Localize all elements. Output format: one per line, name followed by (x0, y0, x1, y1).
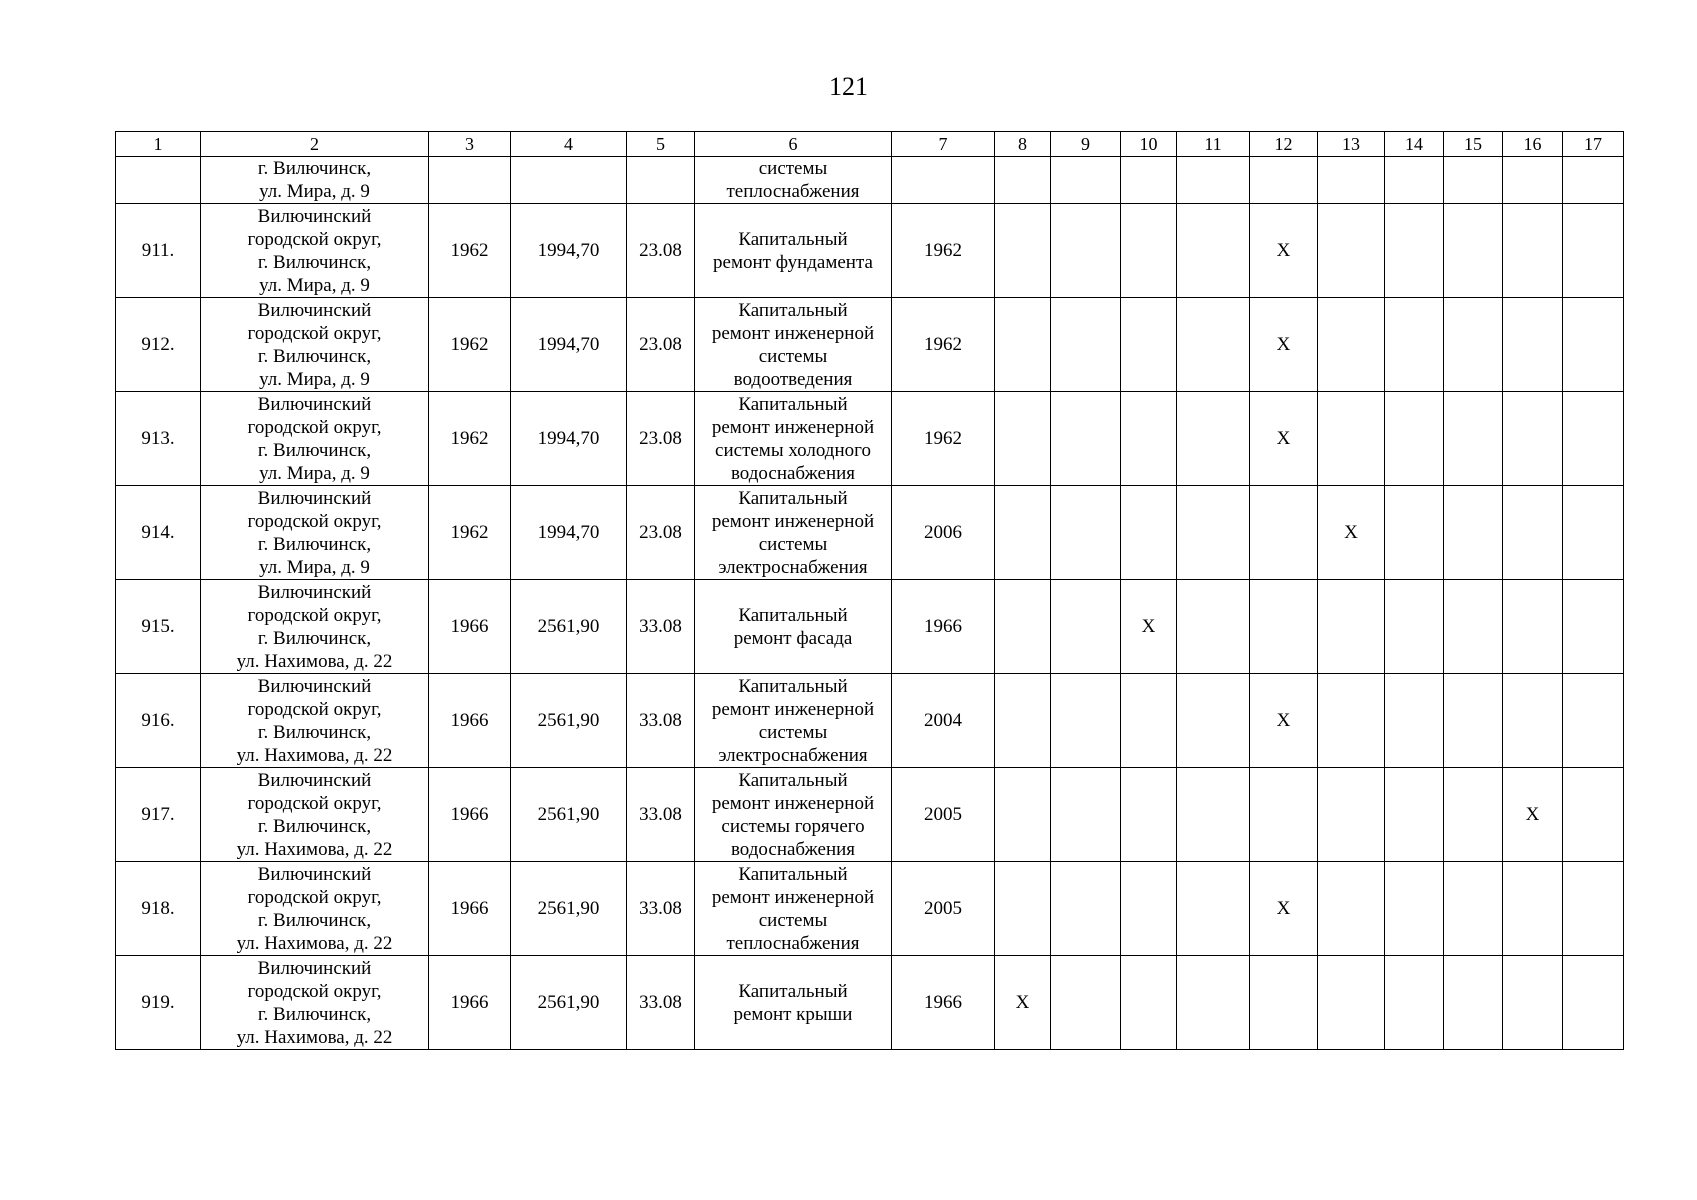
cell-year: 1966 (429, 862, 511, 956)
cell-last-year: 2005 (892, 768, 995, 862)
cell-empty (1563, 392, 1624, 486)
cell-mark: X (1250, 204, 1318, 298)
cell-last-year: 1962 (892, 204, 995, 298)
cell-code: 23.08 (627, 392, 695, 486)
cell-address: Вилючинский городской округ, г. Вилючинск, ул. Нахимова, д. 22 (201, 862, 429, 956)
cell-empty (1051, 392, 1121, 486)
cell-empty (1503, 580, 1563, 674)
cell-area: 1994,70 (511, 486, 627, 580)
cell-empty (1385, 768, 1444, 862)
cell-empty (1177, 486, 1250, 580)
table-row (116, 298, 1624, 392)
cell-empty (1385, 674, 1444, 768)
column-header-12: 12 (1250, 132, 1318, 157)
cell-empty (1503, 862, 1563, 956)
cell-empty (995, 298, 1051, 392)
cell-num: 915. (116, 580, 201, 674)
cell-num: 917. (116, 768, 201, 862)
cell-empty (1177, 392, 1250, 486)
table-row (116, 862, 1624, 956)
cell-last-year: 1962 (892, 298, 995, 392)
cell-empty (995, 486, 1051, 580)
cell-mark: X (1121, 580, 1177, 674)
cell-work: Капитальный ремонт инженерной системы теплоснабжения (695, 862, 892, 956)
table-row (116, 956, 1624, 1050)
cell-empty (1563, 580, 1624, 674)
cell-last-year: 1966 (892, 580, 995, 674)
cell-year: 1962 (429, 204, 511, 298)
cell-area: 2561,90 (511, 768, 627, 862)
cell-address: г. Вилючинск, ул. Мира, д. 9 (201, 157, 429, 204)
cell-mark: X (1250, 298, 1318, 392)
cell-empty (995, 674, 1051, 768)
cell-area: 2561,90 (511, 862, 627, 956)
cell-empty (1051, 204, 1121, 298)
cell-empty (1385, 956, 1444, 1050)
cell-num: 913. (116, 392, 201, 486)
cell-empty (1503, 674, 1563, 768)
cell-empty (1444, 862, 1503, 956)
continuation-row (116, 157, 1624, 204)
cell-empty (1444, 392, 1503, 486)
cell-code: 23.08 (627, 298, 695, 392)
table-row (116, 392, 1624, 486)
cell-work: Капитальный ремонт инженерной системы горячего водоснабжения (695, 768, 892, 862)
cell-empty (1318, 862, 1385, 956)
column-header-5: 5 (627, 132, 695, 157)
cell-empty (1444, 298, 1503, 392)
cell-last-year: 2006 (892, 486, 995, 580)
cell-work: системы теплоснабжения (695, 157, 892, 204)
cell-num: 918. (116, 862, 201, 956)
cell-code: 33.08 (627, 862, 695, 956)
cell-area: 2561,90 (511, 956, 627, 1050)
cell-empty (1385, 204, 1444, 298)
cell-empty (1444, 956, 1503, 1050)
cell-code: 33.08 (627, 674, 695, 768)
column-header-15: 15 (1444, 132, 1503, 157)
cell-year: 1966 (429, 956, 511, 1050)
column-header-6: 6 (695, 132, 892, 157)
column-header-7: 7 (892, 132, 995, 157)
cell-address: Вилючинский городской округ, г. Вилючинск, ул. Мира, д. 9 (201, 204, 429, 298)
cell-empty (1385, 392, 1444, 486)
cell-work: Капитальный ремонт инженерной системы электроснабжения (695, 486, 892, 580)
cell-empty (1385, 862, 1444, 956)
cell-empty (1177, 580, 1250, 674)
column-header-2: 2 (201, 132, 429, 157)
cell-empty (1563, 956, 1624, 1050)
cell-empty (1250, 768, 1318, 862)
cell-mark: X (1250, 392, 1318, 486)
table-row (116, 580, 1624, 674)
cell-address: Вилючинский городской округ, г. Вилючинск, ул. Мира, д. 9 (201, 486, 429, 580)
cell-area (511, 157, 627, 204)
column-header-1: 1 (116, 132, 201, 157)
cell-num: 911. (116, 204, 201, 298)
cell-address: Вилючинский городской округ, г. Вилючинск, ул. Мира, д. 9 (201, 392, 429, 486)
cell-empty (1563, 298, 1624, 392)
cell-empty (1177, 204, 1250, 298)
column-header-3: 3 (429, 132, 511, 157)
cell-empty (1563, 862, 1624, 956)
cell-empty (995, 204, 1051, 298)
cell-mark: X (995, 956, 1051, 1050)
column-header-10: 10 (1121, 132, 1177, 157)
cell-address: Вилючинский городской округ, г. Вилючинск, ул. Мира, д. 9 (201, 298, 429, 392)
cell-mark: X (1318, 486, 1385, 580)
cell-last-year: 1962 (892, 392, 995, 486)
cell-address: Вилючинский городской округ, г. Вилючинск, ул. Нахимова, д. 22 (201, 956, 429, 1050)
cell-num: 919. (116, 956, 201, 1050)
cell-work: Капитальный ремонт инженерной системы электроснабжения (695, 674, 892, 768)
column-header-8: 8 (995, 132, 1051, 157)
cell-empty (1318, 204, 1385, 298)
cell-code: 33.08 (627, 580, 695, 674)
column-header-17: 17 (1563, 132, 1624, 157)
cell-empty (1121, 298, 1177, 392)
cell-empty (1503, 392, 1563, 486)
cell-code: 23.08 (627, 486, 695, 580)
cell-address: Вилючинский городской округ, г. Вилючинск, ул. Нахимова, д. 22 (201, 674, 429, 768)
cell-last-year: 2005 (892, 862, 995, 956)
cell-empty (1121, 862, 1177, 956)
cell-empty (995, 768, 1051, 862)
cell-empty (1563, 486, 1624, 580)
cell-empty (1385, 298, 1444, 392)
cell-empty (1121, 956, 1177, 1050)
table-row (116, 674, 1624, 768)
cell-empty (1503, 204, 1563, 298)
cell-empty (1250, 956, 1318, 1050)
cell-empty (1250, 486, 1318, 580)
repair-schedule-table (115, 131, 1624, 1050)
cell-empty (1051, 580, 1121, 674)
cell-empty (1444, 486, 1503, 580)
table-header-row (116, 132, 1624, 157)
cell-code: 33.08 (627, 768, 695, 862)
cell-empty (1177, 862, 1250, 956)
cell-empty (1385, 580, 1444, 674)
cell-work: Капитальный ремонт фундамента (695, 204, 892, 298)
cell-mark: X (1250, 862, 1318, 956)
cell-code (627, 157, 695, 204)
cell-empty (1444, 674, 1503, 768)
cell-empty (1318, 392, 1385, 486)
cell-empty (1318, 298, 1385, 392)
cell-area: 2561,90 (511, 674, 627, 768)
cell-empty (1444, 204, 1503, 298)
table-row (116, 486, 1624, 580)
cell-empty (1563, 674, 1624, 768)
cell-empty (1250, 580, 1318, 674)
cell-num: 912. (116, 298, 201, 392)
cell-empty (1051, 768, 1121, 862)
cell-num (116, 157, 201, 204)
column-header-13: 13 (1318, 132, 1385, 157)
cell-empty (1444, 580, 1503, 674)
cell-last-year (892, 157, 995, 204)
cell-empty (1503, 956, 1563, 1050)
cell-empty (1051, 674, 1121, 768)
cell-work: Капитальный ремонт фасада (695, 580, 892, 674)
cell-empty (1503, 486, 1563, 580)
table-row (116, 204, 1624, 298)
cell-mark: X (1250, 674, 1318, 768)
cell-last-year: 2004 (892, 674, 995, 768)
cell-address: Вилючинский городской округ, г. Вилючинск, ул. Нахимова, д. 22 (201, 580, 429, 674)
cell-empty (1318, 768, 1385, 862)
cell-empty (995, 392, 1051, 486)
column-header-14: 14 (1385, 132, 1444, 157)
cell-empty (1385, 486, 1444, 580)
cell-year: 1966 (429, 768, 511, 862)
cell-area: 2561,90 (511, 580, 627, 674)
cell-year (429, 157, 511, 204)
cell-empty (1318, 674, 1385, 768)
cell-empty (1177, 674, 1250, 768)
cell-empty (1177, 956, 1250, 1050)
cell-area: 1994,70 (511, 392, 627, 486)
cell-address: Вилючинский городской округ, г. Вилючинск, ул. Нахимова, д. 22 (201, 768, 429, 862)
cell-empty (1051, 298, 1121, 392)
cell-year: 1962 (429, 298, 511, 392)
cell-empty (995, 862, 1051, 956)
cell-empty (1503, 298, 1563, 392)
cell-year: 1966 (429, 674, 511, 768)
cell-work: Капитальный ремонт крыши (695, 956, 892, 1050)
cell-area: 1994,70 (511, 298, 627, 392)
cell-empty (1318, 956, 1385, 1050)
cell-empty (1051, 862, 1121, 956)
cell-num: 914. (116, 486, 201, 580)
cell-empty (1318, 580, 1385, 674)
cell-empty (1121, 392, 1177, 486)
cell-area: 1994,70 (511, 204, 627, 298)
cell-mark: X (1503, 768, 1563, 862)
cell-year: 1962 (429, 486, 511, 580)
cell-empty (1563, 768, 1624, 862)
cell-year: 1962 (429, 392, 511, 486)
cell-empty (995, 580, 1051, 674)
cell-year: 1966 (429, 580, 511, 674)
cell-empty (1121, 768, 1177, 862)
cell-num: 916. (116, 674, 201, 768)
cell-empty (1444, 768, 1503, 862)
cell-empty (1177, 768, 1250, 862)
cell-empty (1563, 204, 1624, 298)
cell-empty (1051, 486, 1121, 580)
page-number: 121 (829, 72, 868, 101)
cell-code: 33.08 (627, 956, 695, 1050)
column-header-16: 16 (1503, 132, 1563, 157)
cell-work: Капитальный ремонт инженерной системы холодного водоснабжения (695, 392, 892, 486)
cell-empty (1121, 486, 1177, 580)
cell-code: 23.08 (627, 204, 695, 298)
column-header-9: 9 (1051, 132, 1121, 157)
cell-empty (1121, 674, 1177, 768)
cell-last-year: 1966 (892, 956, 995, 1050)
cell-empty (1051, 956, 1121, 1050)
table-row (116, 768, 1624, 862)
column-header-4: 4 (511, 132, 627, 157)
cell-work: Капитальный ремонт инженерной системы водоотведения (695, 298, 892, 392)
column-header-11: 11 (1177, 132, 1250, 157)
cell-empty (1177, 298, 1250, 392)
cell-empty (1121, 204, 1177, 298)
